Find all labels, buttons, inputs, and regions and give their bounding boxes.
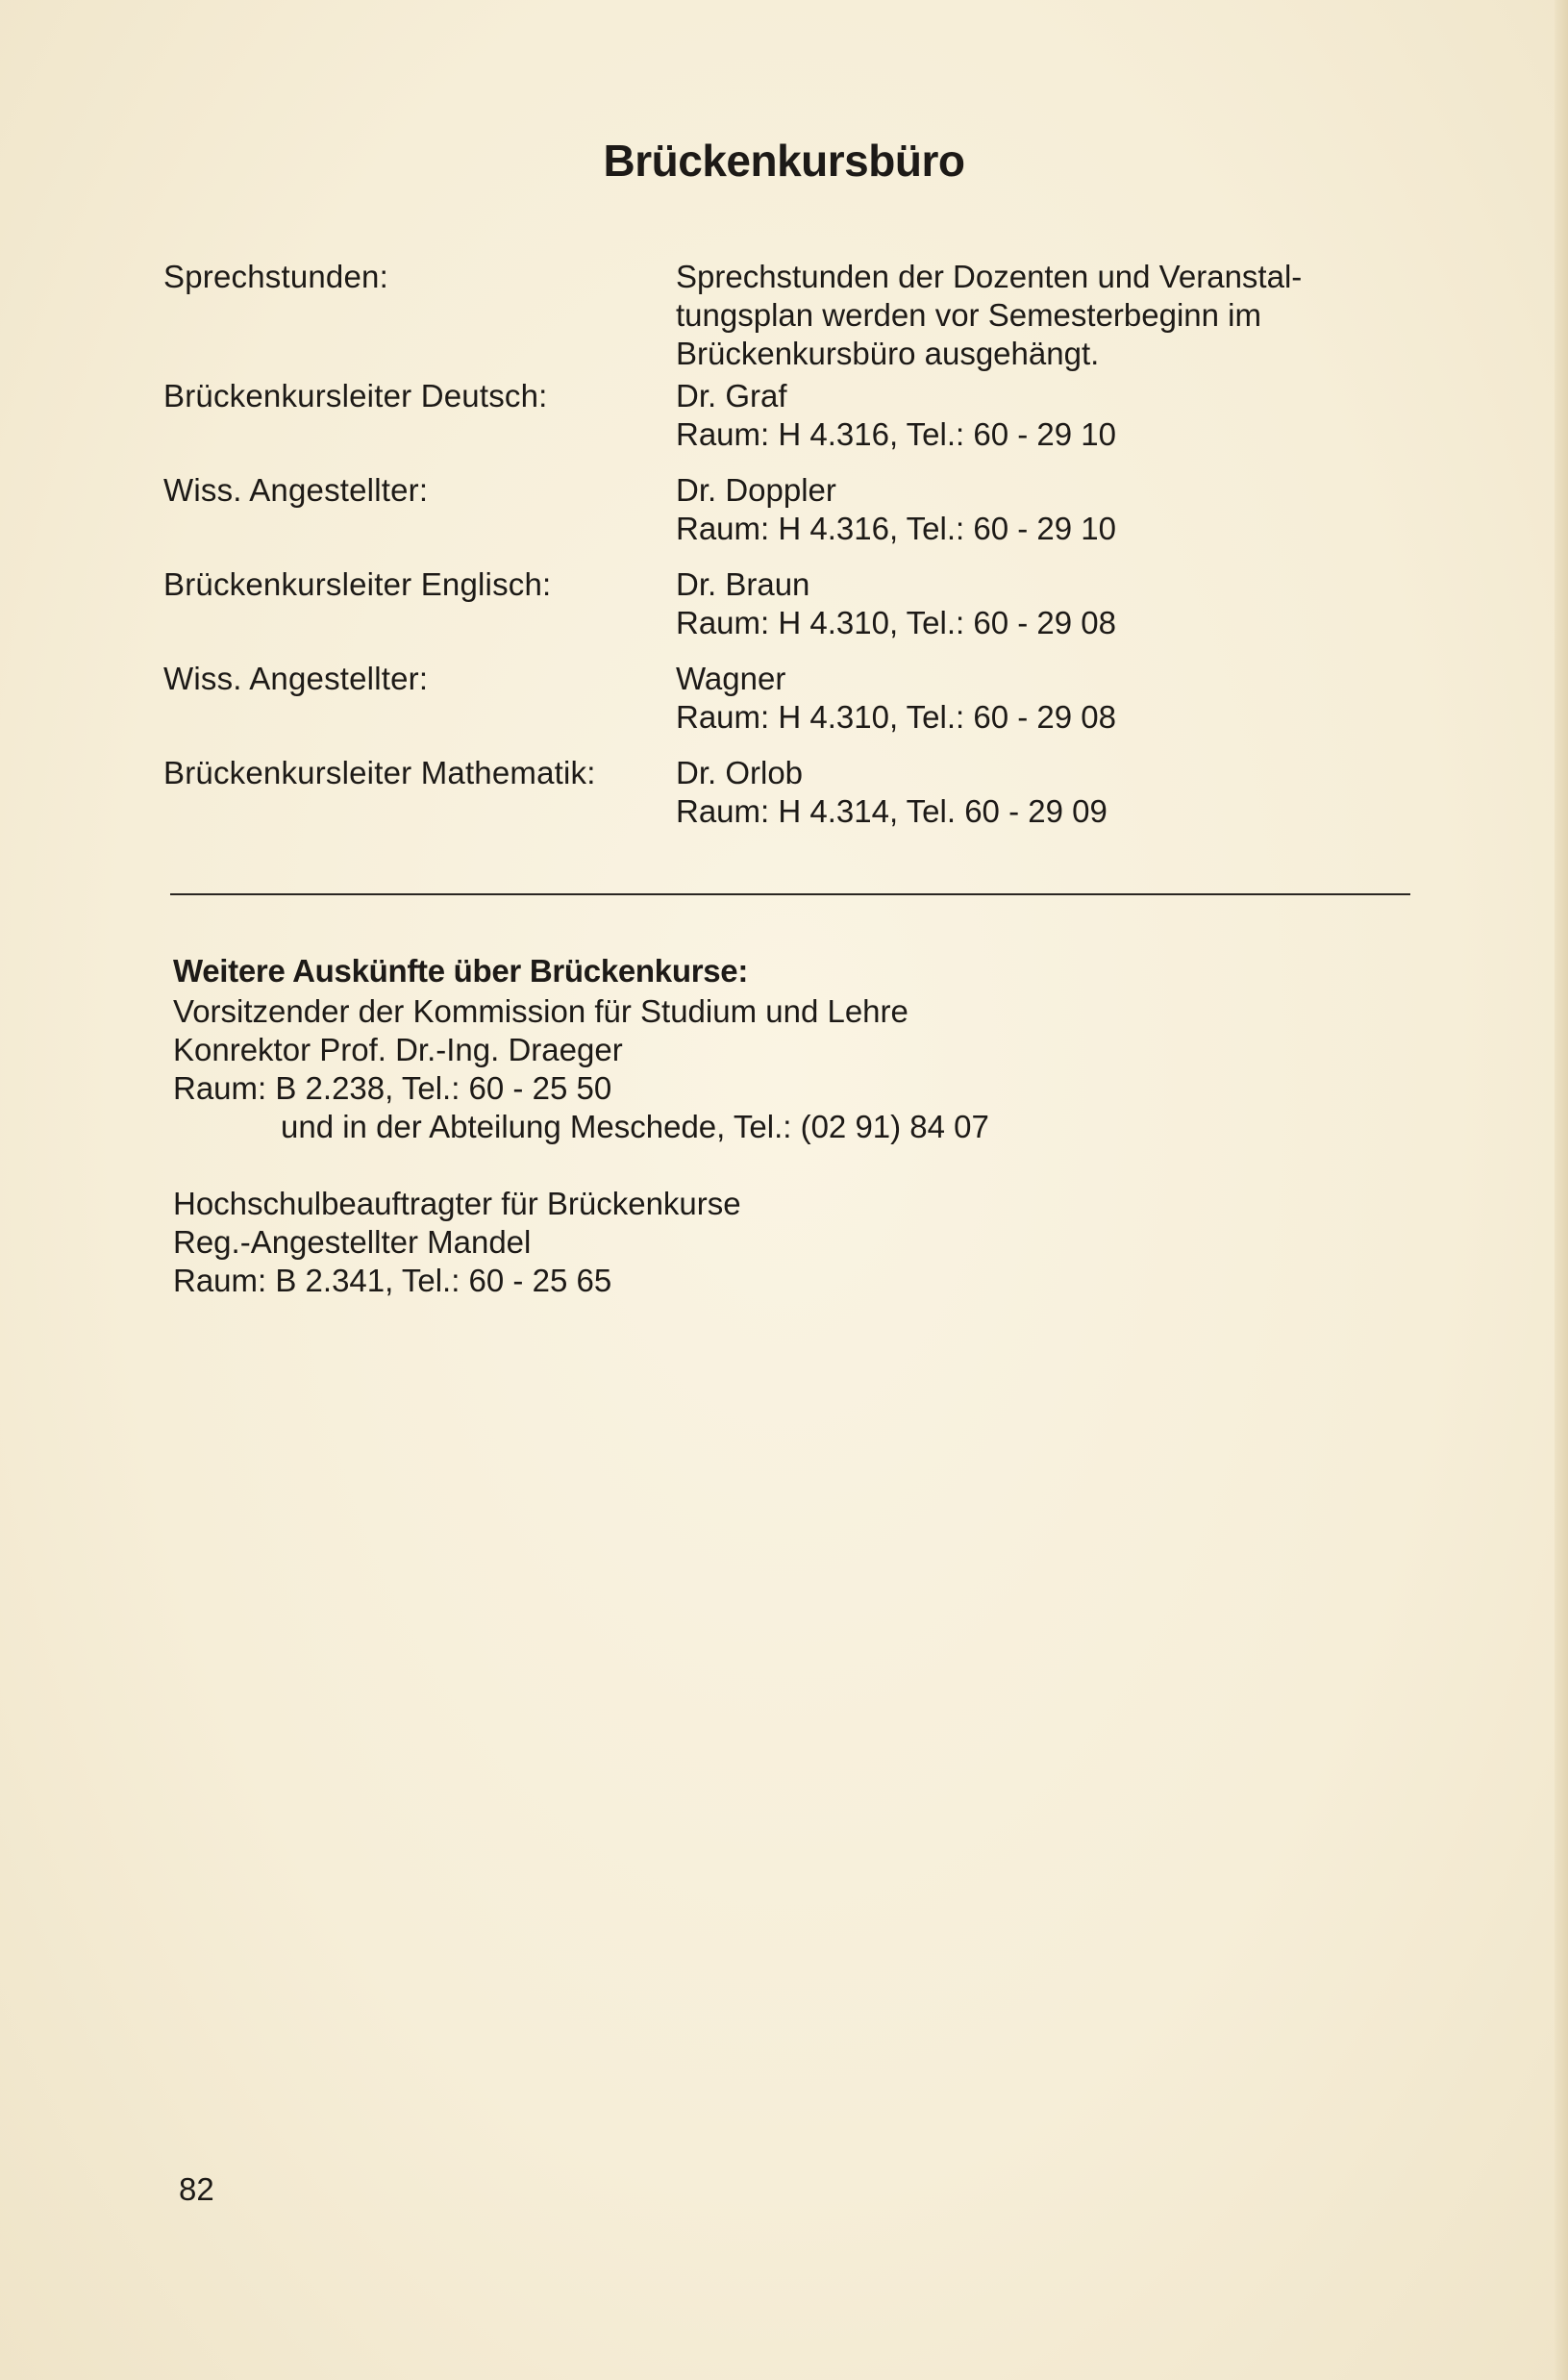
info-value-line: Raum: H 4.316, Tel.: 60 - 29 10 (676, 416, 1116, 452)
info-label: Sprechstunden: (163, 259, 388, 294)
info-value (676, 754, 1368, 831)
info-value-line: Dr. Orlob (676, 755, 804, 790)
info-line: Vorsitzender der Kommission für Studium und Lehre (173, 993, 908, 1029)
info-value (676, 471, 1368, 548)
info-row-english-assistant (163, 660, 1394, 754)
info-value-line: Dr. Doppler (676, 472, 836, 508)
info-line: Raum: B 2.341, Tel.: 60 - 25 65 (173, 1263, 612, 1298)
info-value-line: Raum: H 4.316, Tel.: 60 - 29 10 (676, 511, 1116, 546)
info-value (676, 377, 1368, 454)
info-row-german-assistant (163, 471, 1394, 565)
page-number: 82 (179, 2171, 214, 2207)
info-row-english-lead (163, 565, 1394, 660)
further-info-section (173, 952, 1375, 1300)
info-label: Brückenkursleiter Englisch: (163, 566, 552, 602)
info-value-line: Raum: H 4.310, Tel.: 60 - 29 08 (676, 605, 1116, 640)
info-line: Konrektor Prof. Dr.-Ing. Draeger (173, 1032, 623, 1067)
info-row-office-hours (163, 258, 1394, 377)
info-value-line: Dr. Graf (676, 378, 787, 413)
info-value (676, 660, 1368, 737)
info-label: Brückenkursleiter Deutsch: (163, 378, 548, 413)
info-value-line: Raum: H 4.314, Tel. 60 - 29 09 (676, 793, 1108, 829)
info-value (676, 258, 1368, 373)
info-label: Wiss. Angestellter: (163, 661, 429, 696)
info-line: Reg.-Angestellter Mandel (173, 1224, 532, 1260)
info-value-line: Dr. Braun (676, 566, 810, 602)
info-line: Raum: B 2.238, Tel.: 60 - 25 50 (173, 1070, 612, 1106)
info-value-line: Wagner (676, 661, 786, 696)
info-value-line: tungsplan werden vor Semesterbeginn im (676, 297, 1262, 333)
info-line-indented: und in der Abteilung Meschede, Tel.: (02 91) 84 07 (281, 1109, 989, 1144)
page-title: Brückenkursbüro (603, 136, 965, 186)
office-info-table (163, 258, 1394, 848)
info-row-math-lead (163, 754, 1394, 848)
page-edge (1555, 0, 1568, 2380)
info-row-german-lead (163, 377, 1394, 471)
further-info-heading: Weitere Auskünfte über Brückenkurse: (173, 953, 749, 989)
info-label: Wiss. Angestellter: (163, 472, 429, 508)
info-value-line: Raum: H 4.310, Tel.: 60 - 29 08 (676, 699, 1116, 735)
info-value-line: Sprechstunden der Dozenten und Veranstal- (676, 259, 1303, 294)
info-value (676, 565, 1368, 642)
info-value-line: Brückenkursbüro ausgehängt. (676, 336, 1100, 371)
horizontal-divider (170, 893, 1410, 895)
info-label: Brückenkursleiter Mathematik: (163, 755, 596, 790)
info-line: Hochschulbeauftragter für Brückenkurse (173, 1186, 741, 1221)
block-spacer (173, 1146, 1375, 1185)
